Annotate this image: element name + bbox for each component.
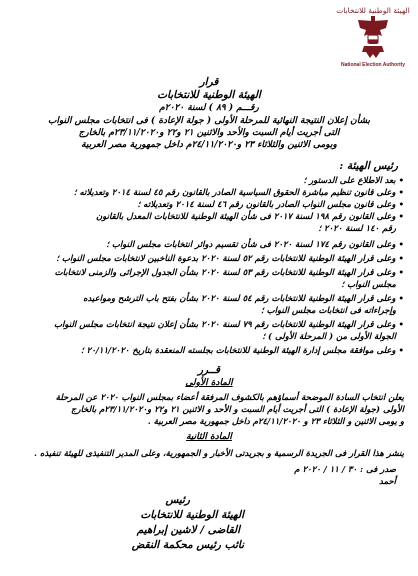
authority-logo xyxy=(336,2,410,74)
logo-arabic-text: الهيئة الوطنية للانتخابات xyxy=(336,6,410,15)
preamble-item: • وعلى قرار الهيئة الوطنية للانتخابات رقم ٥٣ لسنة ٢٠٢٠ بشأن الجدول الإجرائى والزمنى لانتخابات xyxy=(54,268,404,278)
article-1-line: و يومى الاثنين و الثلاثاء ٢٣ و ٢٤/١١/٢٠٢٠م داخل جمهورية مصر العربية . xyxy=(147,417,404,427)
preamble-item: • وعلى القانون رقم ١٩٨ لسنة ٢٠١٧ فى شأن الهيئة الوطنية للانتخابات المعدل بالقانون xyxy=(95,212,404,222)
subject-line-3: وبومى الاثنين والثلاثاء ٢٣ و٢٤/١١/٢٠٢٠م داخل جمهورية مصر العربية xyxy=(81,140,337,150)
issued-ahmad: أحمد xyxy=(379,477,396,487)
article-1-line: يعلن انتخاب السادة الموضحة أسماؤهم بالكشوف المرفقة أعضاء بمجلس النواب ٢٠٢٠ عن المرحلة xyxy=(55,393,404,403)
preamble-item: • وعلى قرار الهيئة الوطنية للانتخابات رقم ٥٢ لسنة ٢٠٢٠ بدعوة الناخبين لانتخابات مجلس النواب ؛ xyxy=(56,254,404,264)
preamble-item: • بعد الاطلاع على الدستور ؛ xyxy=(303,176,404,186)
decree-word: قرار xyxy=(199,76,219,88)
signature-name: القاضى / لاشين إبراهيم xyxy=(136,524,240,536)
signature-authority: الهيئة الوطنية للانتخابات xyxy=(140,509,244,521)
authority-name: الهيئة الوطنية للانتخابات xyxy=(157,89,261,101)
article-1-title: المادة الأولى xyxy=(185,378,233,388)
preamble-item: وإجراءاته فى انتخابات مجلس النواب ؛ xyxy=(261,306,396,316)
decided-heading: قــرر xyxy=(197,364,221,376)
subject-line-1: بشأن إعلان النتيجة النهائية للمرحلة الأولى ( جولة الإعادة ) فى انتخابات مجلس النواب xyxy=(47,116,371,126)
decree-number: رقـــم ( ٨٩ ) لسنة ٢٠٢٠م xyxy=(159,103,259,113)
preamble-item: • وعلى قانون تنظيم مباشرة الحقوق السياسية الصادر بالقانون رقم ٤٥ لسنة ٢٠١٤ وتعديلاته ؛ xyxy=(73,188,404,198)
preamble-item: الجولة الأولى من ( المرحلة الأولى ) ؛ xyxy=(262,332,396,342)
preamble-item: • وعلى موافقة مجلس إدارة الهيئة الوطنية للانتخابات بجلسته المنعقدة بتاريخ ٢٠/١١/٢٠٢٠ ؛ xyxy=(80,346,404,356)
logo-english-text: National Election Authority xyxy=(341,62,405,68)
signature-role: نائب رئيس محكمة النقض xyxy=(131,539,244,551)
preamble-item: • وعلى القانون رقم ١٧٤ لسنة ٢٠٢٠ فى شأن تقسيم دوائر انتخابات مجلس النواب ؛ xyxy=(106,240,404,250)
preamble-item: مجلس النواب ؛ xyxy=(341,280,396,290)
preamble-item: رقم ١٤٠ لسنة ٢٠٢٠ ؛ xyxy=(318,224,396,234)
preamble-title: رئيس الهيئة : xyxy=(339,160,398,172)
signature-title: رئيس xyxy=(165,494,190,506)
eagle-emblem-icon xyxy=(356,14,390,58)
preamble-item: • وعلى قرار الهيئة الوطنية للانتخابات رقم ٥٤ لسنة ٢٠٢٠ بشأن بفتح باب الترشح ومواعيده xyxy=(83,294,404,304)
preamble-item: • وعلى قرار الهيئة الوطنية للانتخابات رقم ٧٩ لسنة ٢٠٢٠ بشأن إعلان نتيجة انتخابات مجلس النواب xyxy=(54,320,404,330)
article-2-line: ينشر هذا القرار فى الجريدة الرسمية و بجريدتى الأخبار و الجمهورية، وعلى المدير التنفيذى للهيئة تنفيذه . xyxy=(33,449,404,459)
article-2-title: المادة الثانية xyxy=(186,432,232,442)
issued-date: صدر فى : ٣٠ / ١١ / ٢٠٢٠ م xyxy=(294,465,396,475)
article-1-line: الأولى (جولة الإعادة ) التى أجريت أيام السبت و الأحد و الاثنين ٢١ و٢٢ و٢٣/١١/٢٠٢٠م بالخارج xyxy=(70,405,404,415)
preamble-item: • وعلى قانون مجلس النواب الصادر بالقانون رقم ٤٦ لسنة ٢٠١٤ وتعديلاته ؛ xyxy=(137,200,404,210)
subject-line-2: التى أجريت أيام السبت والأحد والاثنين ٢١ و٢٢ و٢٣/١١/٢٠٢٠م بالخارج xyxy=(78,128,340,138)
